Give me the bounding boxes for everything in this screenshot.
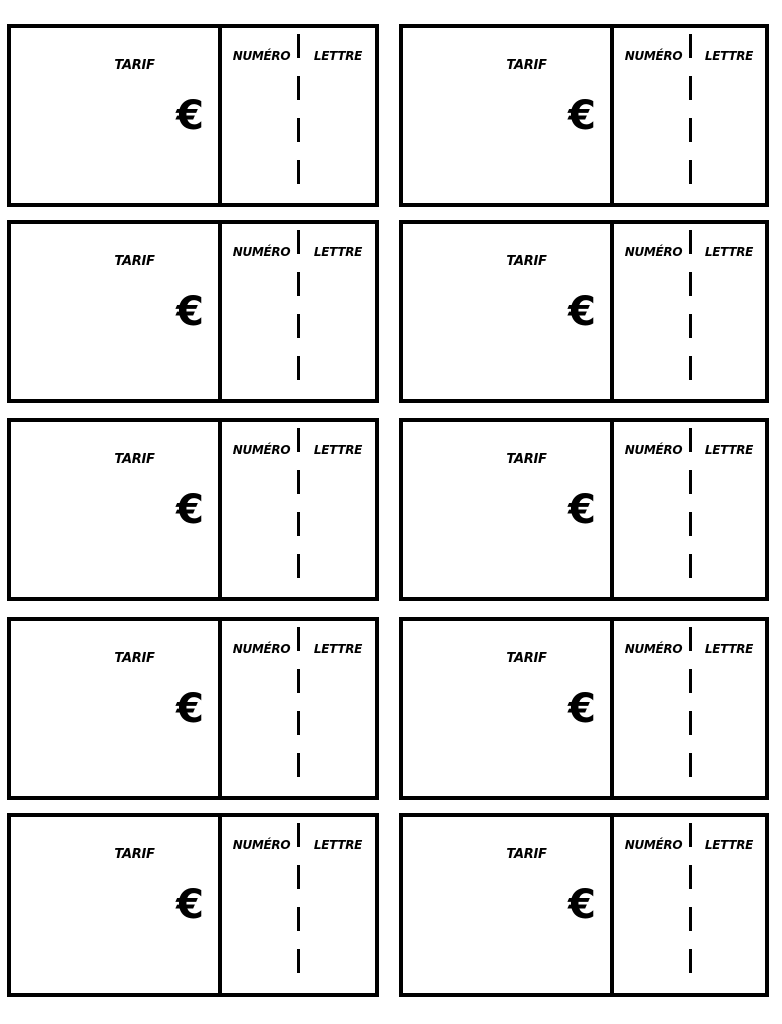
lettre-zone bbox=[301, 621, 375, 796]
numero-zone bbox=[222, 28, 301, 203]
numero-zone bbox=[614, 817, 693, 993]
lettre-zone bbox=[693, 422, 765, 597]
ticket bbox=[399, 220, 769, 403]
numero-label: NUMÉRO bbox=[624, 443, 683, 457]
euro-icon: € bbox=[568, 93, 596, 139]
perforation-line bbox=[689, 34, 692, 195]
ticket bbox=[399, 813, 769, 997]
numero-label: NUMÉRO bbox=[232, 49, 291, 63]
perforation-line bbox=[297, 428, 300, 589]
ticket bbox=[399, 418, 769, 601]
perforation-line bbox=[689, 428, 692, 589]
ticket bbox=[399, 24, 769, 207]
euro-icon: € bbox=[176, 93, 204, 139]
lettre-zone bbox=[301, 224, 375, 399]
tarif-zone bbox=[11, 224, 222, 399]
tarif-zone bbox=[403, 422, 614, 597]
ticket bbox=[7, 813, 379, 997]
perforation-line bbox=[297, 627, 300, 788]
tarif-label: TARIF bbox=[114, 847, 155, 862]
lettre-zone bbox=[301, 422, 375, 597]
perforation-line bbox=[689, 823, 692, 985]
numero-label: NUMÉRO bbox=[624, 49, 683, 63]
euro-icon: € bbox=[176, 289, 204, 335]
euro-icon: € bbox=[176, 487, 204, 533]
euro-icon: € bbox=[176, 686, 204, 732]
lettre-zone bbox=[693, 621, 765, 796]
lettre-zone bbox=[301, 817, 375, 993]
lettre-label: LETTRE bbox=[313, 49, 363, 63]
euro-icon: € bbox=[568, 882, 596, 928]
perforation-line bbox=[689, 627, 692, 788]
numero-zone bbox=[614, 224, 693, 399]
perforation-line bbox=[297, 34, 300, 195]
euro-icon: € bbox=[568, 686, 596, 732]
ticket bbox=[7, 24, 379, 207]
lettre-label: LETTRE bbox=[704, 642, 754, 656]
ticket bbox=[7, 418, 379, 601]
numero-zone bbox=[222, 621, 301, 796]
tarif-label: TARIF bbox=[114, 254, 155, 269]
perforation-line bbox=[297, 823, 300, 985]
ticket bbox=[7, 220, 379, 403]
euro-icon: € bbox=[568, 487, 596, 533]
numero-label: NUMÉRO bbox=[232, 838, 291, 852]
numero-zone bbox=[222, 817, 301, 993]
tarif-zone bbox=[403, 621, 614, 796]
tarif-label: TARIF bbox=[506, 847, 547, 862]
tarif-label: TARIF bbox=[114, 452, 155, 467]
tarif-label: TARIF bbox=[506, 254, 547, 269]
ticket bbox=[7, 617, 379, 800]
lettre-label: LETTRE bbox=[313, 838, 363, 852]
lettre-label: LETTRE bbox=[704, 245, 754, 259]
numero-label: NUMÉRO bbox=[232, 443, 291, 457]
tarif-label: TARIF bbox=[506, 452, 547, 467]
tarif-zone bbox=[11, 422, 222, 597]
tarif-zone bbox=[403, 817, 614, 993]
lettre-label: LETTRE bbox=[313, 245, 363, 259]
tarif-zone bbox=[11, 621, 222, 796]
tarif-label: TARIF bbox=[114, 651, 155, 666]
lettre-label: LETTRE bbox=[704, 49, 754, 63]
tarif-zone bbox=[403, 28, 614, 203]
ticket bbox=[399, 617, 769, 800]
euro-icon: € bbox=[176, 882, 204, 928]
euro-icon: € bbox=[568, 289, 596, 335]
numero-zone bbox=[614, 422, 693, 597]
tarif-zone bbox=[403, 224, 614, 399]
tarif-zone bbox=[11, 28, 222, 203]
numero-label: NUMÉRO bbox=[624, 838, 683, 852]
perforation-line bbox=[689, 230, 692, 391]
tarif-label: TARIF bbox=[506, 651, 547, 666]
numero-label: NUMÉRO bbox=[232, 245, 291, 259]
numero-zone bbox=[614, 28, 693, 203]
numero-label: NUMÉRO bbox=[624, 642, 683, 656]
lettre-zone bbox=[301, 28, 375, 203]
tarif-zone bbox=[11, 817, 222, 993]
lettre-label: LETTRE bbox=[704, 443, 754, 457]
lettre-label: LETTRE bbox=[313, 443, 363, 457]
lettre-label: LETTRE bbox=[313, 642, 363, 656]
numero-label: NUMÉRO bbox=[624, 245, 683, 259]
numero-label: NUMÉRO bbox=[232, 642, 291, 656]
lettre-label: LETTRE bbox=[704, 838, 754, 852]
tarif-label: TARIF bbox=[114, 58, 155, 73]
numero-zone bbox=[614, 621, 693, 796]
numero-zone bbox=[222, 422, 301, 597]
numero-zone bbox=[222, 224, 301, 399]
perforation-line bbox=[297, 230, 300, 391]
lettre-zone bbox=[693, 224, 765, 399]
lettre-zone bbox=[693, 28, 765, 203]
lettre-zone bbox=[693, 817, 765, 993]
tarif-label: TARIF bbox=[506, 58, 547, 73]
